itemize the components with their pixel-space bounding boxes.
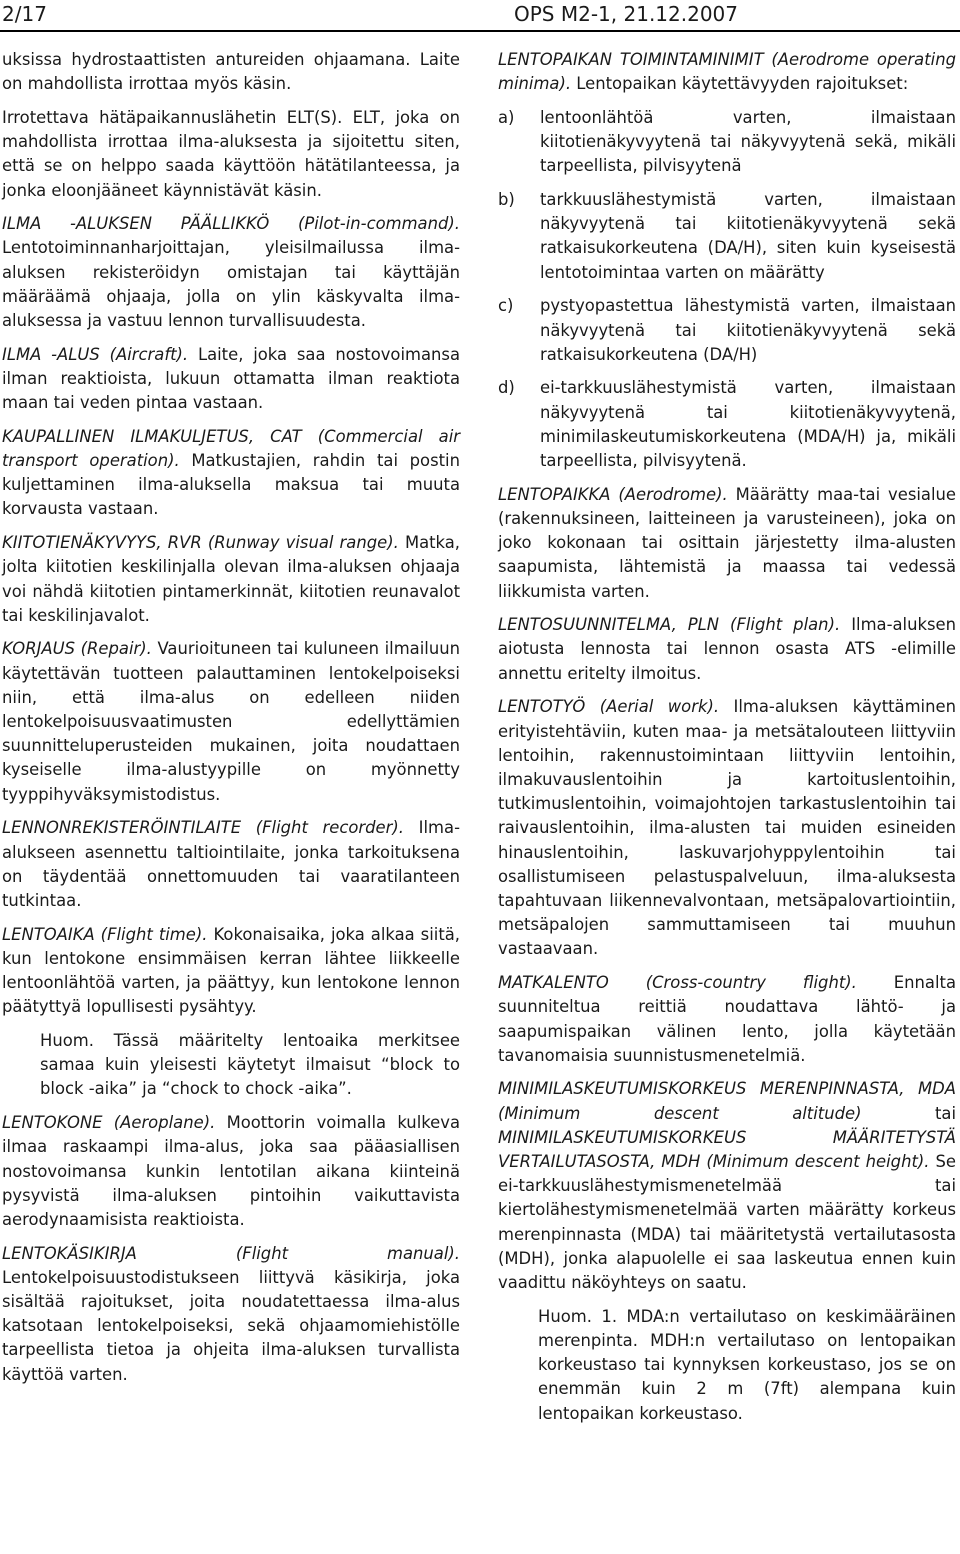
definition-text: Matka, jolta kiitotien keskilinjalla olevan ilma-aluksen ohjaaja voi nähdä kiitotien pintamerkinnät, kiitotien reunavalot tai keskilinjavalot. (2, 533, 461, 625)
list-item (498, 294, 956, 367)
document-reference: OPS M2-1, 21.12.2007 (514, 2, 739, 26)
definition (2, 343, 460, 416)
definition-text: Matkustajien, rahdin tai postin kuljettaminen ilma-aluksella maksua tai muuta korvausta vastaan. (2, 451, 460, 519)
page-number: 2/17 (2, 2, 47, 26)
definition-text: Määrätty maa-tai vesialue (rakennuksineen, laitteineen ja varusteineen), joka on joko kokonaan tai osittain järjestetty ilma-alusten saapumista, lähtemistä ja maassa tai vedessä liikkumista varten. (498, 484, 956, 601)
list-item (498, 376, 956, 473)
definition-text: Ennalta suunniteltua reittiä noudattava lähtö- ja saapumispaikan välinen lento, jolla käytetään tavanomaisia suunnistusmenetelmiä. (498, 973, 956, 1065)
definition-term: LENTOSUUNNITELMA, PLN (Flight plan). (498, 615, 841, 635)
list-marker: b) (498, 190, 515, 210)
definition (498, 971, 956, 1068)
definition (2, 212, 460, 333)
definition-text: Vaurioituneen tai kuluneen ilmailuun käytettävän tuotteen palauttaminen lentokelpoiseksi niin, että ilma-alus on edelleen niiden lentokelpoisuusvaatimusten edellyttämien suunnitteluperusteiden mukainen, joita noudattaen kyseiselle ilma-alustyypille on myönnetty tyyppihyväksymistodistus. (2, 639, 460, 804)
definition (498, 695, 956, 961)
definition-term: LENNONREKISTERÖINTILAITE (Flight recorder). (2, 818, 404, 838)
list-item-text: tarkkuuslähestymistä varten, ilmaistaan näkyvyytenä tai kiitotienäkyvyytenä sekä ratkaisukorkeutena (DA/H), siten kuin kyseisestä lentotoimintaa varten on määrätty (540, 190, 956, 282)
definition-term: ILMA -ALUS (Aircraft). (2, 344, 189, 364)
note: Huom. 1. MDA:n vertailutaso on keskimääräinen merenpinta. MDH:n vertailutaso on lentopaikan korkeustaso tai kynnyksen korkeustaso, jos se on enemmän kuin 2 m (7ft) alempana kuin lentopaikan korkeustaso. (538, 1306, 956, 1423)
list-item-text: lentoonlähtöä varten, ilmaistaan kiitotienäkyvyytenä tai näkyvyytenä sekä, mikäli tarpeellista, pilvisyytenä (540, 107, 956, 176)
definition (498, 483, 956, 604)
definition-term: MATKALENTO (Cross-country flight). (498, 973, 857, 993)
definition-term: KORJAUS (Repair). (2, 639, 152, 659)
list-item-text: pystyopastettua lähestymistä varten, ilmaistaan näkyvyytenä tai kiitotienäkyvyytenä sekä ratkaisukorkeutena (DA/H) (540, 296, 956, 364)
definition-text: Moottorin voimalla kulkeva ilmaa raskaampi ilma-alus, joka saa pääasiallisen nostovoimansa kunkin lentotilan aikana kiinteinä pysyvistä ilma-aluksen pintoihin vaikuttavista aerodynaamisista reaktioista. (2, 1113, 460, 1229)
definition-text: Ilma-alukseen asennettu taltiointilaite, jonka tarkoituksena on täydentää onnettomuuden tai vaaratilanteen tutkintaa. (2, 818, 460, 910)
definition-text: Lentopaikan käytettävyyden rajoitukset: (576, 74, 909, 94)
definition (2, 1242, 460, 1387)
definition-text: Se ei-tarkkuuslähestymismenetelmää tai kiertolähestymismenetelmää varten määrätty korkeus merenpinnasta (MDA) tai määritetystä vertailutasosta (MDH), jonka alapuolelle ei saa laskeutua ennen kuin vaadittu näköyhteys on saatu. (498, 1152, 956, 1293)
definition-term: LENTOAIKA (Flight time). (2, 924, 208, 944)
list-item (498, 188, 956, 285)
definition-term: LENTOPAIKKA (Aerodrome). (498, 484, 728, 504)
list-marker: a) (498, 107, 515, 127)
definition-text: Kokonaisaika, joka alkaa siitä, kun lentokone ensimmäisen kerran lähtee liikkeelle lentoonlähtöä varten, ja päättyy, kun lentokone lennon päätyttyä lopullisesti pysähtyy. (2, 924, 461, 1017)
definition-term: ILMA -ALUKSEN PÄÄLLIKKÖ (Pilot-in-command). (2, 214, 460, 234)
definition (498, 613, 956, 686)
right-column (498, 48, 956, 1435)
paragraph-text: Irrotettava hätäpaikannuslähetin ELT(S). ELT, joka on mahdollista irrottaa ilma-aluksesta ja sijoitettu siten, että se on helppo saada käyttöön hätätilanteessa, ja jonka eloonjääneet käynnistävät käsin. (2, 107, 460, 200)
definition-text: Ilma-aluksen aiotusta lennosta tai lennon osasta ATS -elimille annettu eritelty ilmoitus. (498, 615, 956, 683)
definition (2, 816, 460, 913)
list-item (498, 106, 956, 179)
list-marker: c) (498, 296, 514, 316)
definition-term: KAUPALLINEN ILMAKULJETUS, CAT (Commercial air transport operation). (2, 426, 460, 471)
list-marker: d) (498, 378, 515, 398)
definition-term: LENTOTYÖ (Aerial work). (498, 697, 720, 717)
definition-text: Lentotoiminnanharjoittajan, yleisilmailussa ilma-aluksen rekisteröidyn omistajan tai käyttäjän määräämä ohjaaja, jolla on ylin käskyvalta ilma-aluksessa ja vastuu lennon turvallisuudesta. (2, 238, 460, 331)
page-header (0, 0, 960, 32)
definition-term: MINIMILASKEUTUMISKORKEUS MERENPINNASTA, MDA (Minimum descent altitude) (498, 1079, 956, 1123)
note: Huom. Tässä määritelty lentoaika merkitsee samaa kuin yleisesti käytetyt ilmaisut “block to block -aika” ja “chock to chock -aika”. (40, 1031, 460, 1099)
definition-connector: tai (934, 1103, 956, 1123)
definition (2, 531, 460, 628)
definition (2, 1111, 460, 1232)
definition (498, 48, 956, 96)
left-column (2, 48, 460, 1396)
paragraph-text: uksissa hydrostaattisten antureiden ohjaamana. Laite on mahdollista irrottaa myös käsin. (2, 50, 460, 94)
definition-term: LENTOPAIKAN TOIMINTAMINIMIT (Aerodrome operating minima). (498, 50, 956, 94)
definition-term: KIITOTIENÄKYVYYS, RVR (Runway visual range). (2, 533, 399, 553)
paragraph (2, 106, 460, 203)
list-item-text: ei-tarkkuuslähestymistä varten, ilmaistaan näkyvyytenä tai kiitotienäkyvyytenä, minimilaskeutumiskorkeutena (MDA/H) ja, mikäli tarpeellista, pilvisyytenä. (540, 378, 956, 471)
definition-text: Laite, joka saa nostovoimansa ilman reaktioista, lukuun ottamatta ilman reaktiota maan tai veden pintaa vastaan. (2, 344, 460, 413)
definition-term: LENTOKONE (Aeroplane). (2, 1113, 216, 1133)
paragraph (2, 48, 460, 96)
definition-term: MINIMILASKEUTUMISKORKEUS MÄÄRITETYSTÄ VERTAILUTASOSTA, MDH (Minimum descent height). (498, 1127, 956, 1172)
definition (2, 425, 460, 522)
definition (2, 923, 460, 1020)
definition (2, 637, 460, 806)
definition-term: LENTOKÄSIKIRJA (Flight manual). (2, 1243, 460, 1263)
definition-text: Lentokelpoisuustodistukseen liittyvä käsikirja, joka sisältää rajoitukset, joita noudatettaessa ilma-alus katsotaan lentokelpoiseksi, sekä ohjaamomiehistölle tarpeellista tietoa ja ohjeita ilma-aluksen turvallista käyttöä varten. (2, 1267, 460, 1384)
definition-text: Ilma-aluksen käyttäminen erityistehtäviin, kuten maa- ja metsätalouteen liittyviin lentoihin, rakennustoimintaan liittyviin lentoihin, ilmakuvauslentoihin ja kartoituslentoihin, tutkimuslentoihin, voimajohtojen tarkastuslentoihin tai raivauslentoihin, ilma-alusten tai muiden esineiden hinauslentoihin, laskuvarjohyppylentoihin tai osallistumiseen pelastuspalveluun, ilma-aluksesta tapahtuvaan liikennevalvontaan, metsäpalovartiointiin, metsäpalojen sammuttamiseen tai muuhun vastaavaan. (498, 697, 956, 959)
definition (498, 1077, 956, 1295)
